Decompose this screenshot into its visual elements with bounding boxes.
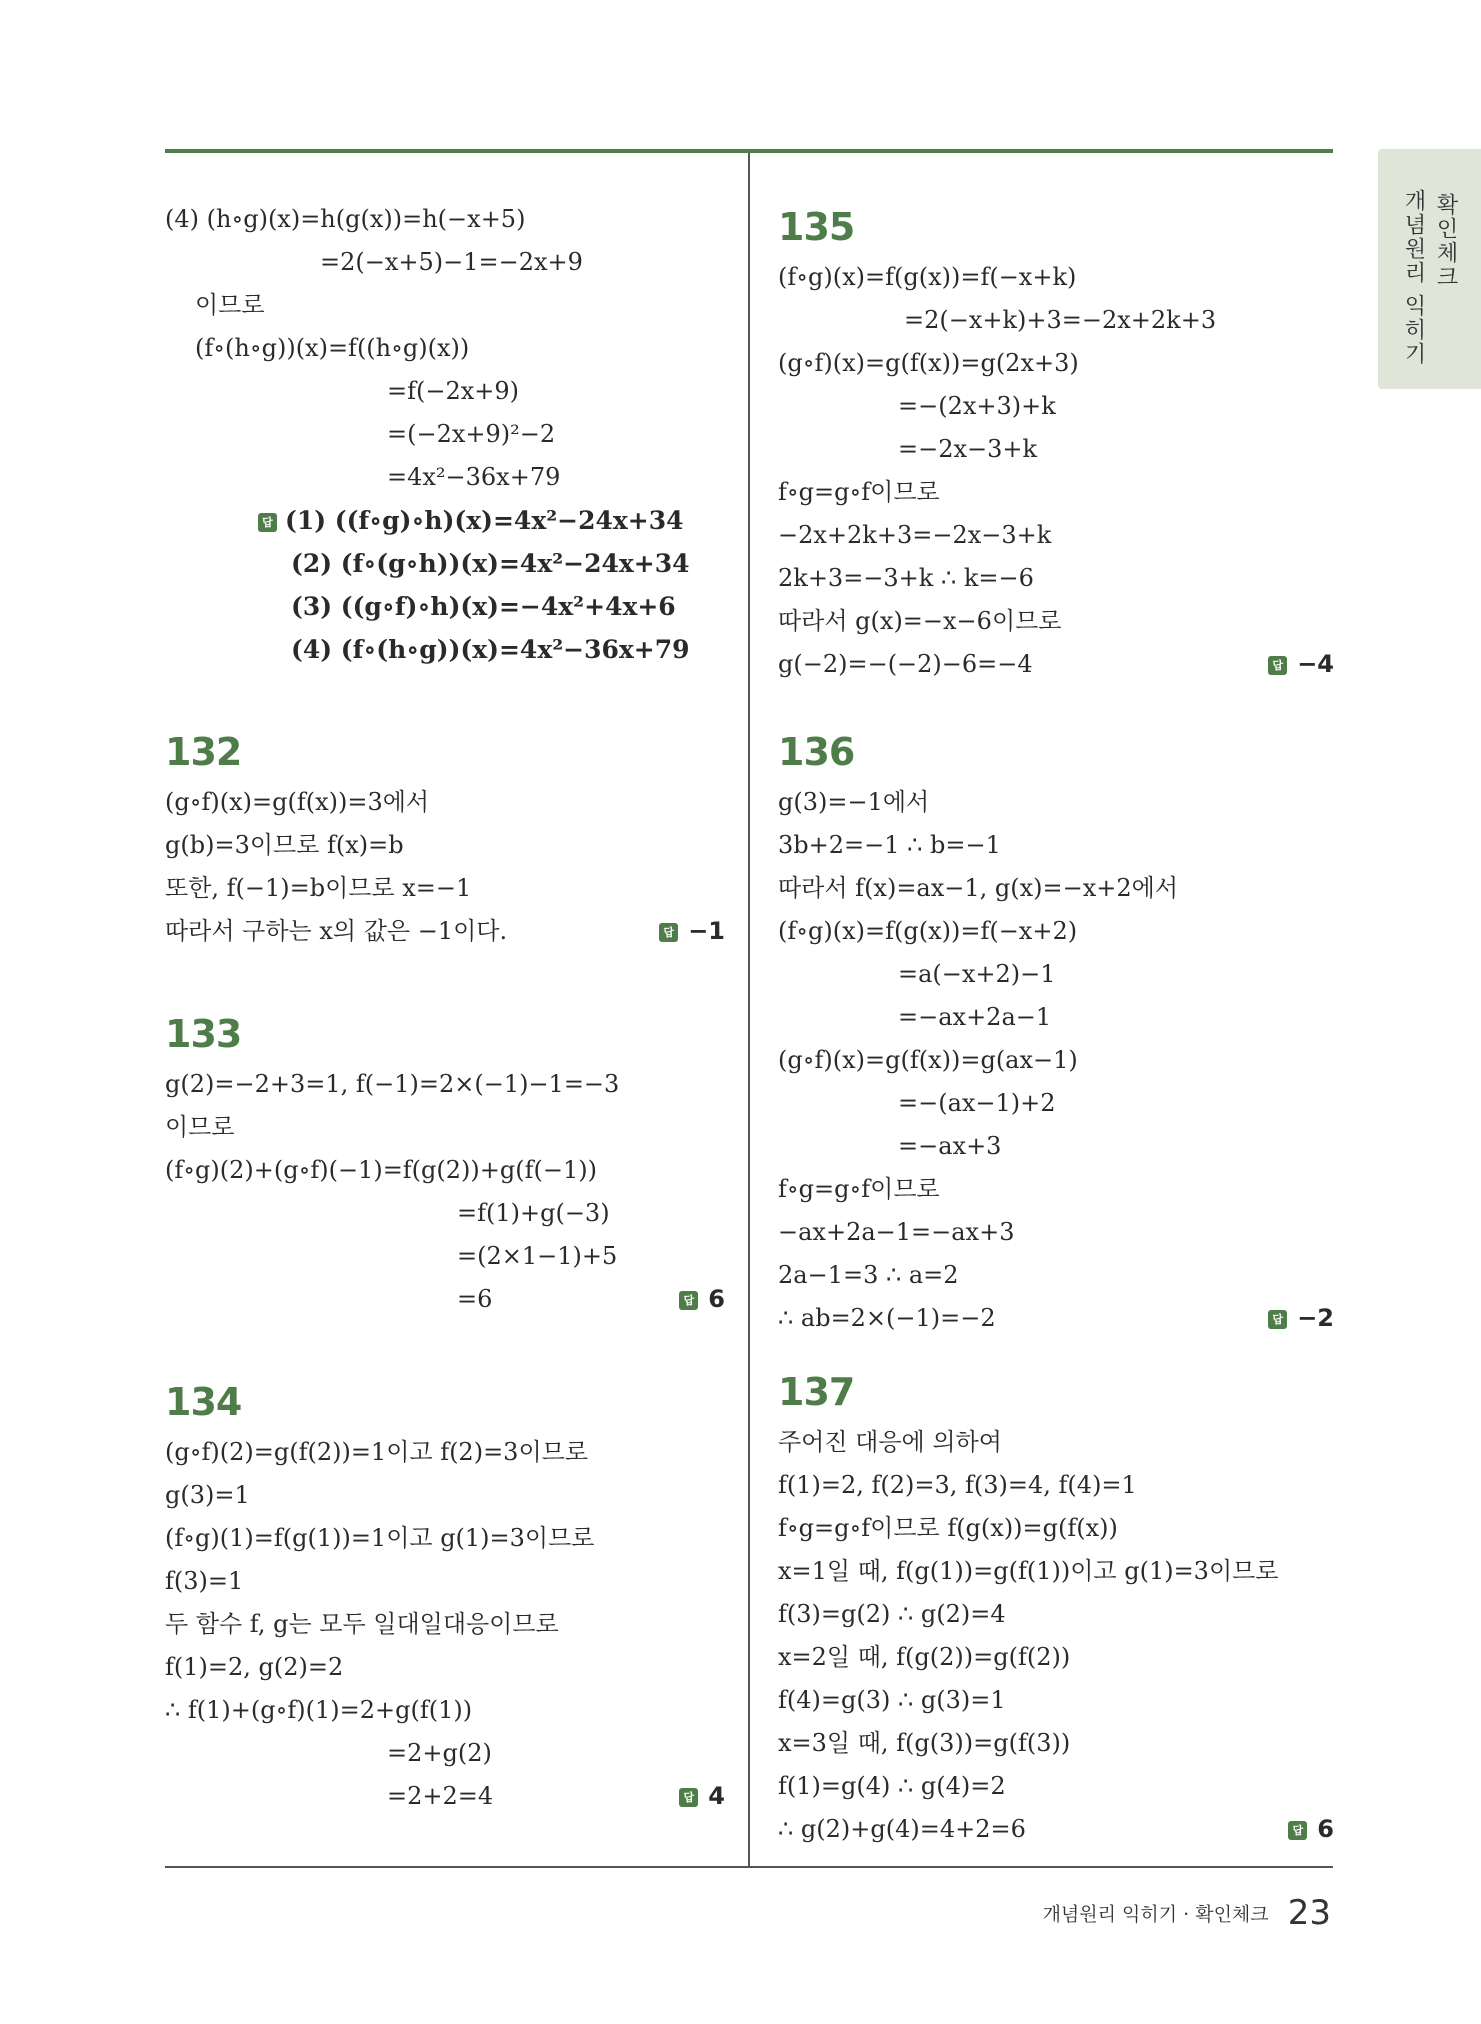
solution-line [778,1808,1334,1851]
solution-line [165,413,725,456]
line-text: (1) ((f∘g)∘h)(x)=4x²−24x+34 [285,506,684,535]
line-text: (g∘f)(x)=g(f(x))=3에서 [165,788,430,816]
final-answer-value: 6 [1317,1815,1334,1843]
solution-line [778,1211,1334,1254]
solution-line [165,1560,725,1603]
solution-line [165,1235,725,1278]
final-answer-value: −2 [1297,1304,1334,1332]
final-answer-value: 4 [708,1782,725,1810]
solution-line [165,910,725,953]
line-text: 이므로 [165,1113,235,1141]
solution-line [165,1646,725,1689]
line-text: g(2)=−2+3=1, f(−1)=2×(−1)−1=−3 [165,1070,620,1098]
line-text: (2) (f∘(g∘h))(x)=4x²−24x+34 [291,549,690,578]
line-text: 따라서 구하는 x의 값은 −1이다. [165,917,508,945]
line-text: (f∘g)(x)=f(g(x))=f(−x+k) [778,263,1077,291]
line-text: 2k+3=−3+k ∴ k=−6 [778,564,1034,592]
solution-line [778,1082,1334,1125]
line-text: 따라서 g(x)=−x−6이므로 [778,607,1062,635]
line-text: =2+g(2) [387,1739,492,1767]
solution-line [165,1063,725,1106]
line-text: g(−2)=−(−2)−6=−4 [778,650,1033,678]
line-text: g(3)=1 [165,1481,250,1509]
answer-line [165,542,725,585]
answer-badge-icon: 답 [659,923,678,942]
column-divider [748,153,750,1866]
solution-line [165,781,725,824]
line-text: =−(ax−1)+2 [898,1089,1056,1117]
line-text: =f(−2x+9) [387,377,520,405]
line-text: =a(−x+2)−1 [898,960,1056,988]
solution-line [165,1603,725,1646]
line-text: =−2x−3+k [898,435,1038,463]
solution-line [165,198,725,241]
final-answer-value: −4 [1297,650,1334,678]
section-gap [778,1340,1334,1363]
line-text: (f∘g)(2)+(g∘f)(−1)=f(g(2))+g(f(−1)) [165,1156,597,1184]
solution-line [778,342,1334,385]
solution-line [778,1254,1334,1297]
line-text: (g∘f)(2)=g(f(2))=1이고 f(2)=3이므로 [165,1438,588,1466]
line-text: 주어진 대응에 의하여 [778,1428,1002,1456]
line-text: =−ax+3 [898,1132,1002,1160]
line-text: =2(−x+k)+3=−2x+2k+3 [904,306,1217,334]
left-column [165,198,725,1818]
line-text: 또한, f(−1)=b이므로 x=−1 [165,874,472,902]
line-text: f(1)=g(4) ∴ g(4)=2 [778,1772,1006,1800]
bottom-rule [165,1866,1333,1868]
line-text: 따라서 f(x)=ax−1, g(x)=−x+2에서 [778,874,1179,902]
solution-line [778,514,1334,557]
solution-line [778,1593,1334,1636]
solution-line [778,428,1334,471]
solution-line [778,1550,1334,1593]
line-text: x=2일 때, f(g(2))=g(f(2)) [778,1643,1071,1671]
line-text: =4x²−36x+79 [387,463,561,491]
solution-line [778,256,1334,299]
solution-line [778,557,1334,600]
line-text: 이므로 [195,291,265,319]
line-text: f∘g=g∘f이므로 f(g(x))=g(f(x)) [778,1514,1118,1542]
line-text: g(3)=−1에서 [778,788,930,816]
solution-line [165,1149,725,1192]
final-answer-value: −1 [688,917,725,945]
line-text: =f(1)+g(−3) [457,1199,610,1227]
section-gap [165,953,725,1005]
line-text: =2+2=4 [387,1782,494,1810]
answer-line [165,499,725,542]
line-text: (g∘f)(x)=g(f(x))=g(2x+3) [778,349,1079,377]
side-tab [1378,149,1481,389]
line-text: (4) (f∘(h∘g))(x)=4x²−36x+79 [291,635,690,664]
solution-line [778,1507,1334,1550]
solution-line [778,600,1334,643]
line-text: ∴ f(1)+(g∘f)(1)=2+g(f(1)) [165,1696,473,1724]
page-footer [1043,1893,1331,1933]
line-text: g(b)=3이므로 f(x)=b [165,831,404,859]
line-text: f(1)=2, g(2)=2 [165,1653,344,1681]
line-text: (4) (h∘g)(x)=h(g(x))=h(−x+5) [165,205,526,233]
solution-line [778,1297,1334,1340]
line-text: (3) ((g∘f)∘h)(x)=−4x²+4x+6 [291,592,676,621]
solution-line [778,1679,1334,1722]
solution-line [165,867,725,910]
solution-line [165,284,725,327]
solution-line [778,1039,1334,1082]
line-text: −2x+2k+3=−2x−3+k [778,521,1052,549]
problem-number: 136 [778,730,855,774]
page-number: 23 [1287,1893,1331,1933]
line-text: (f∘(h∘g))(x)=f((h∘g)(x)) [195,334,470,362]
solution-line [165,456,725,499]
side-tab-subtitle: 개념원리 익히기 [1401,189,1426,366]
answer-line [165,628,725,671]
final-answer [679,1775,725,1818]
answer-badge-icon: 답 [1288,1821,1307,1840]
solution-line [778,1464,1334,1507]
answer-badge-icon: 답 [679,1291,698,1310]
line-text: x=3일 때, f(g(3))=g(f(3)) [778,1729,1071,1757]
line-text: (f∘g)(1)=f(g(1))=1이고 g(1)=3이므로 [165,1524,595,1552]
line-text: =(−2x+9)²−2 [387,420,556,448]
answer-line [165,585,725,628]
final-answer [1288,1808,1334,1851]
solution-line [165,824,725,867]
line-text: f∘g=g∘f이므로 [778,478,940,506]
solution-line [778,1765,1334,1808]
solution-line [778,953,1334,996]
line-text: f(1)=2, f(2)=3, f(3)=4, f(4)=1 [778,1471,1137,1499]
solution-line [165,327,725,370]
line-text: f(4)=g(3) ∴ g(3)=1 [778,1686,1006,1714]
section-gap [165,671,725,723]
line-text: (f∘g)(x)=f(g(x))=f(−x+2) [778,917,1078,945]
solution-line [778,1421,1334,1464]
answer-badge-icon: 답 [258,513,277,532]
answer-badge-icon: 답 [679,1788,698,1807]
problem-number: 134 [165,1380,242,1424]
solution-line [165,370,725,413]
solution-line [778,1636,1334,1679]
section-gap [165,1321,725,1373]
solution-line [165,1106,725,1149]
solution-line [165,1775,725,1818]
solution-line [778,910,1334,953]
solution-line [778,996,1334,1039]
line-text: ∴ ab=2×(−1)=−2 [778,1304,996,1332]
solution-line [165,1474,725,1517]
solution-line [778,1168,1334,1211]
line-text: 3b+2=−1 ∴ b=−1 [778,831,1001,859]
line-text: =−ax+2a−1 [898,1003,1052,1031]
final-answer [1268,643,1334,686]
problem-number: 133 [165,1012,242,1056]
solution-line [778,824,1334,867]
problem-number: 137 [778,1370,855,1414]
final-answer [1268,1297,1334,1340]
solution-line [778,1125,1334,1168]
final-answer [659,910,725,953]
problem-number: 132 [165,730,242,774]
line-text: f∘g=g∘f이므로 [778,1175,940,1203]
answer-badge-icon: 답 [1268,1310,1287,1329]
line-text: 두 함수 f, g는 모두 일대일대응이므로 [165,1610,559,1638]
line-text: f(3)=1 [165,1567,244,1595]
line-text: 2a−1=3 ∴ a=2 [778,1261,959,1289]
line-text: −ax+2a−1=−ax+3 [778,1218,1015,1246]
line-text: =6 [457,1285,493,1313]
solution-line [778,299,1334,342]
footer-label: 개념원리 익히기 · 확인체크 [1042,1903,1269,1926]
line-text: =−(2x+3)+k [898,392,1056,420]
solution-line [165,1732,725,1775]
problem-number: 135 [778,205,855,249]
line-text: x=1일 때, f(g(1))=g(f(1))이고 g(1)=3이므로 [778,1557,1279,1585]
line-text: ∴ g(2)+g(4)=4+2=6 [778,1815,1026,1843]
solution-line [165,1278,725,1321]
solution-line [778,471,1334,514]
solution-line [778,1722,1334,1765]
line-text: f(3)=g(2) ∴ g(2)=4 [778,1600,1006,1628]
solution-line [778,385,1334,428]
answer-badge-icon: 답 [1268,656,1287,675]
side-tab-title: 확인체크 [1433,193,1458,289]
solution-line [778,643,1334,686]
line-text: =2(−x+5)−1=−2x+9 [320,248,583,276]
solution-line [165,1431,725,1474]
solution-line [165,241,725,284]
section-gap [778,686,1334,723]
final-answer-value: 6 [708,1285,725,1313]
solution-line [165,1517,725,1560]
solution-line [165,1192,725,1235]
line-text: =(2×1−1)+5 [457,1242,618,1270]
right-column [778,198,1334,1851]
solution-line [778,781,1334,824]
line-text: (g∘f)(x)=g(f(x))=g(ax−1) [778,1046,1078,1074]
final-answer [679,1278,725,1321]
solution-line [778,867,1334,910]
solution-line [165,1689,725,1732]
